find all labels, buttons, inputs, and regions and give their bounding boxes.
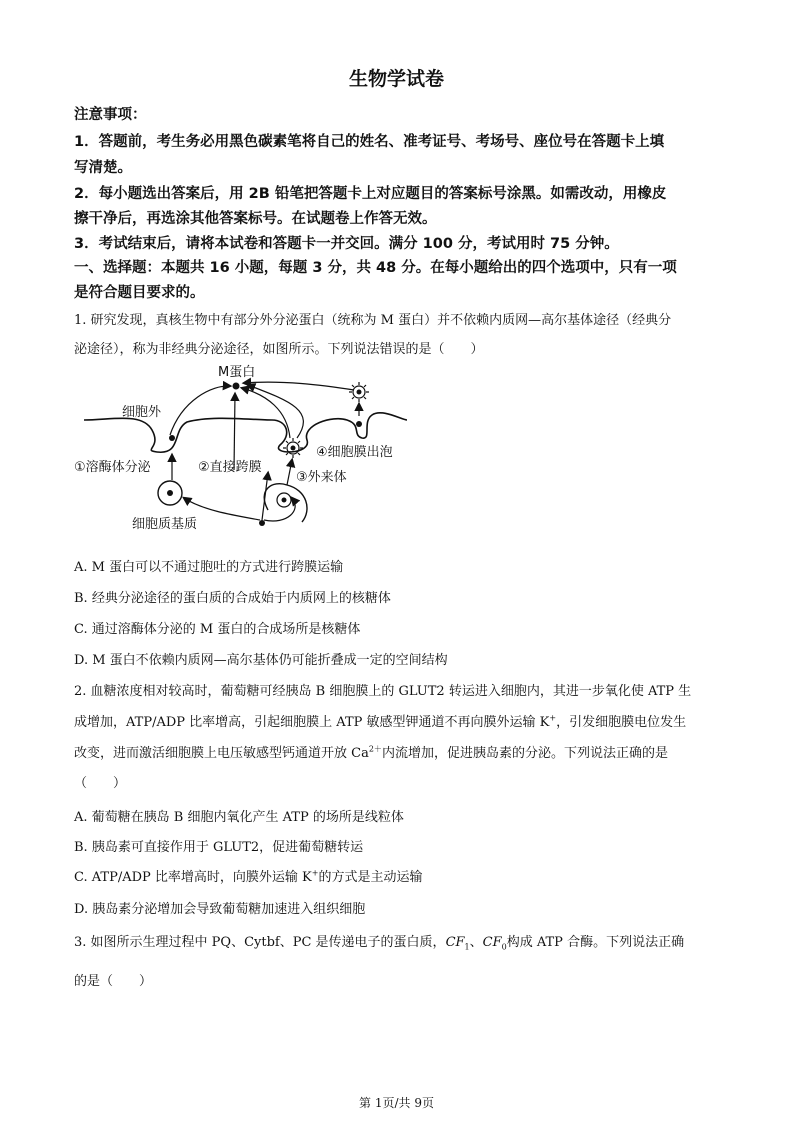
vesicle-icon-exosome [283, 438, 303, 458]
path3-label: ③外来体 [296, 470, 347, 485]
notice-heading: 注意事项： [74, 107, 147, 123]
multivesicular-body [264, 484, 307, 522]
page-title: 生物学试卷 [348, 68, 444, 90]
cytoplasm-label: 细胞质基质 [132, 517, 198, 532]
q1-option-b: B. 经典分泌途径的蛋白质的合成始于内质网上的核糖体 [74, 591, 391, 606]
m-protein-dot [233, 383, 240, 390]
q3-stem-line2: 的是（ ） [74, 974, 153, 989]
notice-item-2a: 2．每小题选出答案后，用 2B 铅笔把答题卡上对应题目的答案标号涂黑。如需改动，用橡皮 [74, 186, 667, 202]
path2-label: ②直接跨膜 [198, 460, 262, 475]
path1-label: ①溶酶体分泌 [74, 460, 151, 475]
q1-stem-line2: 泌途径），称为非经典分泌途径，如图所示。下列说法错误的是（ ） [74, 342, 484, 357]
q2-stem-line3: 改变，进而激活细胞膜上电压敏感型钙通道开放 $Ca^{2+}$内流增加，促进胰岛素的分泌。下列说法正确的是 [74, 744, 668, 761]
m-protein-label: M蛋白 [218, 365, 256, 380]
cytoplasm-source-dot [259, 520, 265, 526]
q1-option-c: C. 通过溶酶体分泌的 M 蛋白的合成场所是核糖体 [74, 622, 361, 637]
notice-item-1a: 1．答题前，考生务必用黑色碳素笔将自己的姓名、准考证号、考场号、座位号在答题卡上填 [74, 134, 665, 150]
q2-stem-line4: （ ） [74, 776, 127, 791]
q1-option-a: A. M 蛋白可以不通过胞吐的方式进行跨膜运输 [74, 560, 344, 575]
q2-option-b: B. 胰岛素可直接作用于 GLUT2，促进葡萄糖转运 [74, 840, 364, 855]
extracellular-label: 细胞外 [122, 405, 162, 420]
q2-stem-line2: 成增加，ATP/ADP 比率增高，引起细胞膜上 ATP 敏感型钾通道不再向膜外运输 K+，引发细胞膜电位发生 [74, 713, 687, 730]
section-heading-line1: 一、选择题：本题共 16 小题，每题 3 分，共 48 分。在每小题给出的四个选项中，只有一项 [74, 260, 677, 276]
q2-option-a: A. 葡萄糖在胰岛 B 细胞内氧化产生 ATP 的场所是线粒体 [74, 810, 404, 825]
notice-item-1b: 写清楚。 [74, 160, 132, 176]
q2-stem-line1: 2. 血糖浓度相对较高时，葡萄糖可经胰岛 B 细胞膜上的 GLUT2 转运进入细胞内，其进一步氧化使 ATP 生 [74, 684, 692, 699]
q1-stem-line1: 1. 研究发现，真核生物中有部分外分泌蛋白（统称为 M 蛋白）并不依赖内质网—高尔基体途径（经典分 [74, 313, 672, 328]
q2-option-d: D. 胰岛素分泌增加会导致葡萄糖加速进入组织细胞 [74, 902, 366, 917]
notice-item-3: 3．考试结束后，请将本试卷和答题卡一并交回。满分 100 分，考试用时 75 分钟。 [74, 236, 619, 252]
q3-stem-line1: 3. 如图所示生理过程中 PQ、Cytbf、PC 是传递电子的蛋白质，$CF_1$、$CF_0$构成 ATP 合酶。下列说法正确 [74, 935, 685, 952]
vesicle-icon-top [349, 382, 369, 402]
page-footer: 第 1页/共 9页 [359, 1096, 434, 1110]
q1-option-d: D. M 蛋白不依赖内质网—高尔基体仍可能折叠成一定的空间结构 [74, 653, 448, 668]
section-heading-line2: 是符合题目要求的。 [74, 285, 205, 301]
path4-label: ④细胞膜出泡 [316, 445, 393, 460]
notice-item-2b: 擦干净后，再选涂其他答案标号。在试题卷上作答无效。 [74, 211, 437, 227]
secretion-pathway-diagram [72, 360, 422, 535]
q2-option-c: C. ATP/ADP 比率增高时，向膜外运输 K+的方式是主动运输 [74, 868, 423, 885]
